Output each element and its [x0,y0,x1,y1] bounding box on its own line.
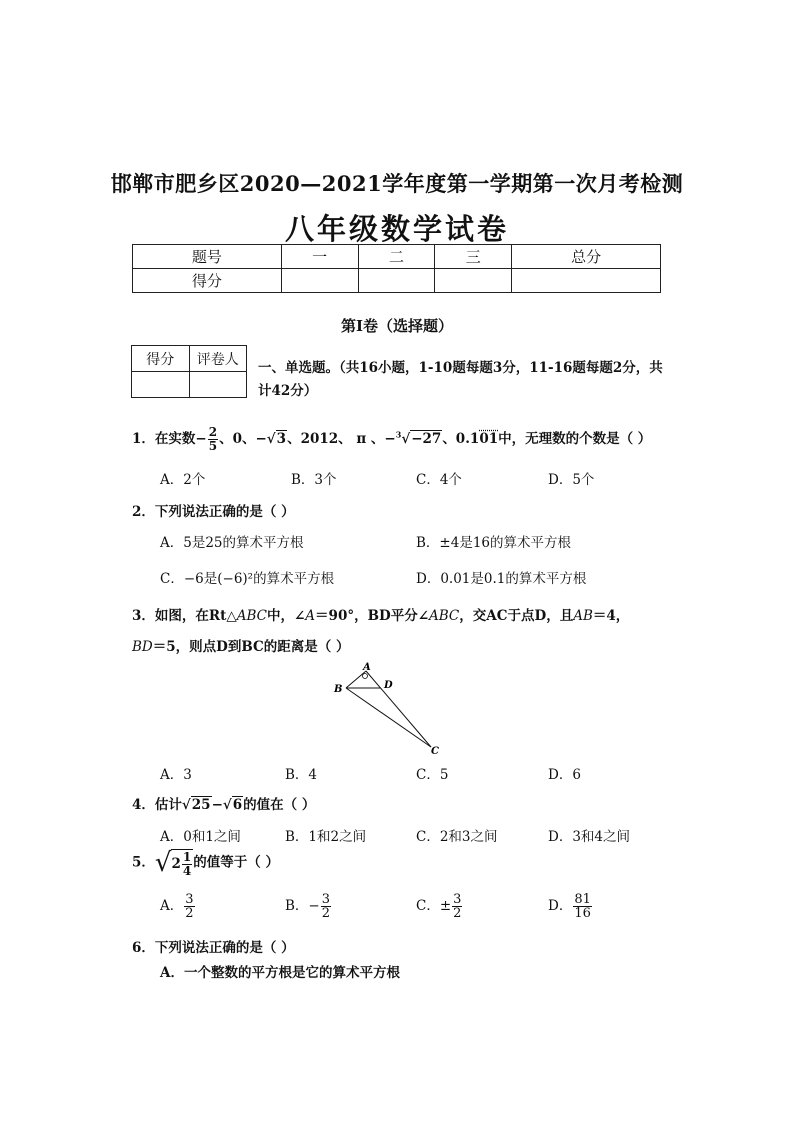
q5-option-a [160,893,196,920]
q5-a-den: 2 [185,906,194,921]
question-2-stem: 2．下列说法正确的是（ ） [132,504,295,520]
q5-option-c [416,893,463,920]
q5-c-den: 2 [453,906,462,921]
score-cell [358,269,435,293]
q4-option-d: D．3和4之间 [548,829,631,845]
score-cell [512,269,661,293]
volume-title: 第Ⅰ卷（选择题） [340,317,454,335]
vertex-label-d: D [384,680,393,691]
q5-frac-num: 1 [182,849,192,864]
q1-option-a: A．2个 [160,472,206,488]
q6-option-a: A．一个整数的平方根是它的算术平方根 [160,965,400,981]
q3-text: ＝90°，BD平分∠ [315,608,430,624]
q2-option-b: B．±4是16的算术平方根 [416,535,571,551]
q3-math: ABC [236,608,267,624]
score-cell [435,269,512,293]
q5-d-den: 16 [574,906,591,921]
q4-radicand: 25 [191,797,211,813]
q3-option-a: A．3 [160,767,192,783]
q3-text: ＝4， [592,608,630,624]
q1-text: 、0、− [219,431,267,447]
vertex-label-a: A [363,662,371,673]
q1-text: 1．在实数− [132,431,207,447]
triangle-figure [330,660,445,760]
q3-math: AB [573,608,593,624]
q1-frac-num: 2 [208,425,218,439]
q5-c-label: C． [416,898,440,914]
question-3-stem-line2 [132,635,349,655]
question-6-stem: 6．下列说法正确的是（ ） [132,940,295,956]
segment-ab [346,671,366,688]
q1-text: 、0.1 [442,431,480,447]
q1-repeating-digits: 01 [479,431,499,447]
q1-text: 、2012、 π 、− [287,431,396,447]
paper-title: 八年级数学试卷 [284,212,509,246]
q3-math: ABC [429,608,460,624]
grader-table [131,345,247,398]
q1-frac-den: 5 [208,439,218,453]
q5-a-num: 3 [185,892,194,907]
q3-text: 3．如图，在Rt△ [132,608,237,624]
q5-radicand [171,849,193,878]
q5-d-label: D． [548,898,573,914]
q3-option-b: B．4 [285,767,318,783]
q5-c-sign: ± [439,898,452,914]
q5-text: 的值等于（ ） [193,854,279,871]
q2-c-text: 的算术平方根 [253,571,335,587]
q5-frac-den: 4 [182,863,192,878]
q5-text: 5． [132,854,155,871]
grader-cell [189,372,247,398]
q4-option-c: C．2和3之间 [416,829,498,845]
score-cell: 得分 [133,269,282,293]
q1-radicand: −27 [411,431,442,447]
score-cell [281,269,358,293]
score-cell: 一 [281,245,358,269]
q5-d-num: 81 [574,892,591,907]
question-5-stem: 5．√2 $\frac{1}{4}$ 的值等于（ ） [132,848,279,878]
q3-text: 中，∠ [266,608,306,624]
vertex-label-b: B [334,684,343,695]
grader-name-header: 评卷人 [189,346,247,372]
question-4-stem: 4．估计√25−√6的值在（ ） [132,797,316,813]
q5-option-b [285,893,332,920]
q3-math: BD [132,639,153,655]
q5-whole: 2 [171,855,181,872]
score-table-header-row [133,245,661,269]
q1-option-b: B．3个 [291,472,337,488]
right-angle-mark [363,674,368,679]
score-cell: 三 [435,245,512,269]
q2-option-c [160,567,334,587]
q5-b-den: 2 [321,906,331,921]
q2-c-math: (−6)² [217,571,254,587]
q5-b-sign: − [308,898,320,914]
q3-option-d: D．6 [548,767,581,783]
score-table-score-row [133,269,661,293]
score-cell: 二 [358,245,435,269]
q5-option-d [548,893,593,920]
q5-a-label: A． [160,898,184,914]
q4-text: − [211,797,223,813]
grader-score-header: 得分 [132,346,190,372]
school-exam-title: 邯郸市肥乡区2020—2021学年度第一学期第一次月考检测 [110,171,684,196]
q1-option-d: D．5个 [548,472,595,488]
score-table [132,244,661,293]
q3-text: ，交AC于点D，且 [459,608,574,624]
q5-c-num: 3 [453,892,462,907]
q3-math: A [305,608,316,624]
q2-option-d: D．0.01是0.1的算术平方根 [416,571,587,587]
q4-text: 4．估计 [132,797,182,813]
q1-option-c: C．4个 [416,472,462,488]
grader-cell [132,372,190,398]
section-instructions: 一、单选题。（共16小题，1-10题每题3分，11-16题每题2分，共计42分） [258,360,663,399]
q2-option-a: A．5是25的算术平方根 [160,535,304,551]
score-cell: 题号 [133,245,282,269]
q4-option-a: A．0和1之间 [160,829,241,845]
q5-b-num: 3 [321,892,331,907]
question-1-stem: 1．在实数− $\frac{2}{5}$ 、0、−√3、2012、 π 、−$^3$√−27、0.101中，无理数的个数是（ ） [132,425,652,453]
score-cell: 总分 [512,245,661,269]
q1-root-index: 3 [395,429,402,440]
q1-text: 中，无理数的个数是（ ） [498,431,652,447]
q4-radicand: 6 [232,797,243,813]
q4-option-b: B．1和2之间 [285,829,367,845]
question-3-stem-line1 [132,604,629,624]
q1-radicand: 3 [276,431,287,447]
q2-c-text: C．−6是 [160,571,218,587]
vertex-label-c: C [431,746,439,757]
q3-text: ＝5，则点D到BC的距离是（ ） [152,639,350,655]
q3-option-c: C．5 [416,767,449,783]
q4-text: 的值在（ ） [243,797,316,813]
q5-b-label: B． [285,898,309,914]
q1-fraction [208,426,218,453]
